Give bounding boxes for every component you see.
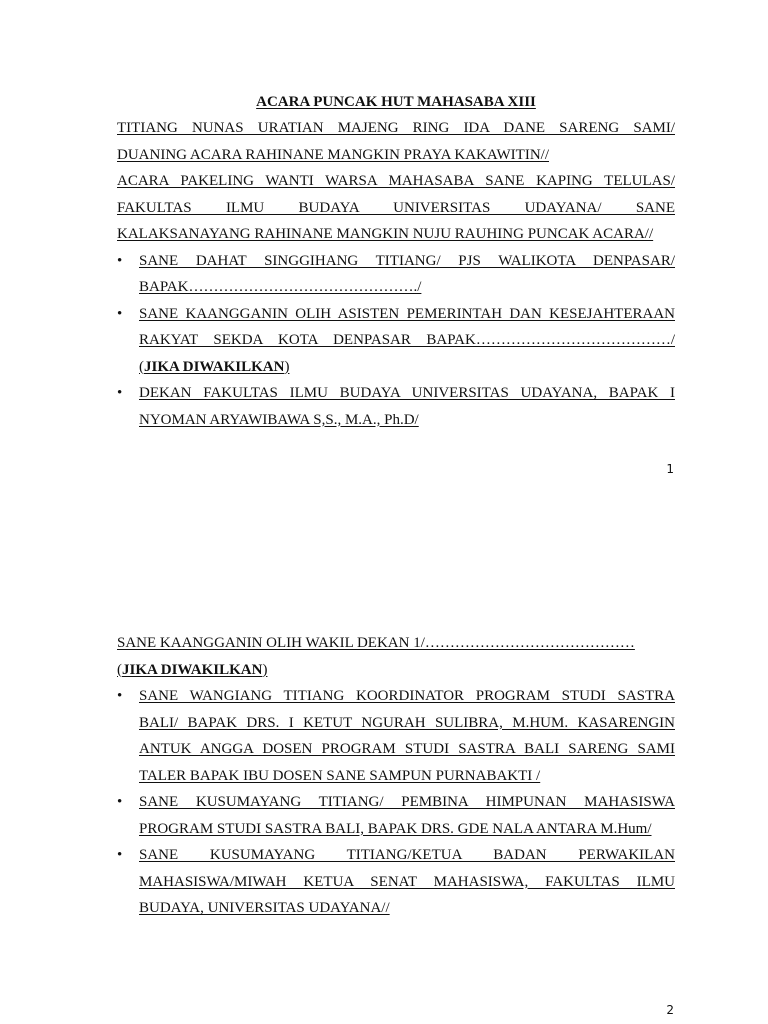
text-line: ANTUK ANGGA DOSEN PROGRAM STUDI SASTRA BALI SARENG SAMI xyxy=(139,741,675,757)
text-line: SANE KAANGGANIN OLIH ASISTEN PEMERINTAH DAN KESEJAHTERAAN xyxy=(139,305,675,322)
bold-note: JIKA DIWAKILKAN xyxy=(122,661,263,678)
bullet-icon: • xyxy=(117,252,123,269)
bold-note: JIKA DIWAKILKAN xyxy=(144,358,285,375)
text-line: ACARA PAKELING WANTI WARSA MAHASABA SANE KAPING TELULAS/ xyxy=(117,173,675,189)
page2-bullet-list xyxy=(117,683,675,922)
text-line: BUDAYA, UNIVERSITAS UDAYANA// xyxy=(139,900,390,916)
bullet-icon: • xyxy=(117,847,123,863)
bullet-icon: • xyxy=(117,794,123,810)
list-item xyxy=(117,842,675,922)
list-item xyxy=(117,789,675,842)
text-line: TITIANG NUNAS URATIAN MAJENG RING IDA DANE SARENG SAMI/ xyxy=(117,120,675,136)
list-item xyxy=(117,380,675,433)
bullet-icon: • xyxy=(117,385,123,401)
bullet-icon: • xyxy=(117,688,123,704)
text-line: NYOMAN ARYAWIBAWA S,S., M.A., Ph.D/ xyxy=(139,411,419,428)
text-line: TALER BAPAK IBU DOSEN SANE SAMPUN PURNABAKTI / xyxy=(139,767,541,784)
paren-open: ( xyxy=(117,661,122,678)
page-number: 1 xyxy=(666,462,674,476)
text-line: FAKULTAS ILMU BUDAYA UNIVERSITAS UDAYANA/ SANE xyxy=(117,199,675,216)
text-line: PROGRAM STUDI SASTRA BALI, BAPAK DRS. GDE NALA ANTARA M.Hum/ xyxy=(139,820,652,837)
text-line: SANE DAHAT SINGGIHANG TITIANG/ PJS WALIKOTA DENPASAR/ xyxy=(139,252,675,269)
text-line: RAKYAT SEKDA KOTA DENPASAR BAPAK…………………………………/ xyxy=(139,332,675,348)
text-line: SANE KUSUMAYANG TITIANG/KETUA BADAN PERWAKILAN xyxy=(139,847,675,863)
text-line: BAPAK………………………………………./ xyxy=(139,279,422,295)
text-line: SANE WANGIANG TITIANG KOORDINATOR PROGRAM STUDI SASTRA xyxy=(139,688,675,704)
text-line: DEKAN FAKULTAS ILMU BUDAYA UNIVERSITAS UDAYANA, BAPAK I xyxy=(139,385,675,401)
page2-body xyxy=(117,630,675,922)
page-number: 2 xyxy=(666,1003,674,1017)
document-title: ACARA PUNCAK HUT MAHASABA XIII xyxy=(256,94,536,110)
text-line: SANE KUSUMAYANG TITIANG/ PEMBINA HIMPUNAN MAHASISWA xyxy=(139,794,675,810)
text-line: KALAKSANAYANG RAHINANE MANGKIN NUJU RAUHING PUNCAK ACARA// xyxy=(117,226,654,242)
text-line: BALI/ BAPAK DRS. I KETUT NGURAH SULIBRA, M.HUM. KASARENGIN xyxy=(139,714,675,731)
text-line: MAHASISWA/MIWAH KETUA SENAT MAHASISWA, FAKULTAS ILMU xyxy=(139,873,675,890)
page1-bullet-list xyxy=(117,248,675,434)
text-line: DUANING ACARA RAHINANE MANGKIN PRAYA KAKAWITIN// xyxy=(117,146,549,163)
text-line: SANE KAANGGANIN OLIH WAKIL DEKAN 1/…………………………………… xyxy=(117,635,635,651)
paren-close: ) xyxy=(284,358,290,375)
list-item xyxy=(117,248,675,301)
list-item xyxy=(117,683,675,789)
paren-close: ) xyxy=(262,661,268,678)
paren-open: ( xyxy=(139,358,144,375)
list-item xyxy=(117,301,675,381)
page1-body xyxy=(117,115,675,433)
bullet-icon: • xyxy=(117,305,123,322)
